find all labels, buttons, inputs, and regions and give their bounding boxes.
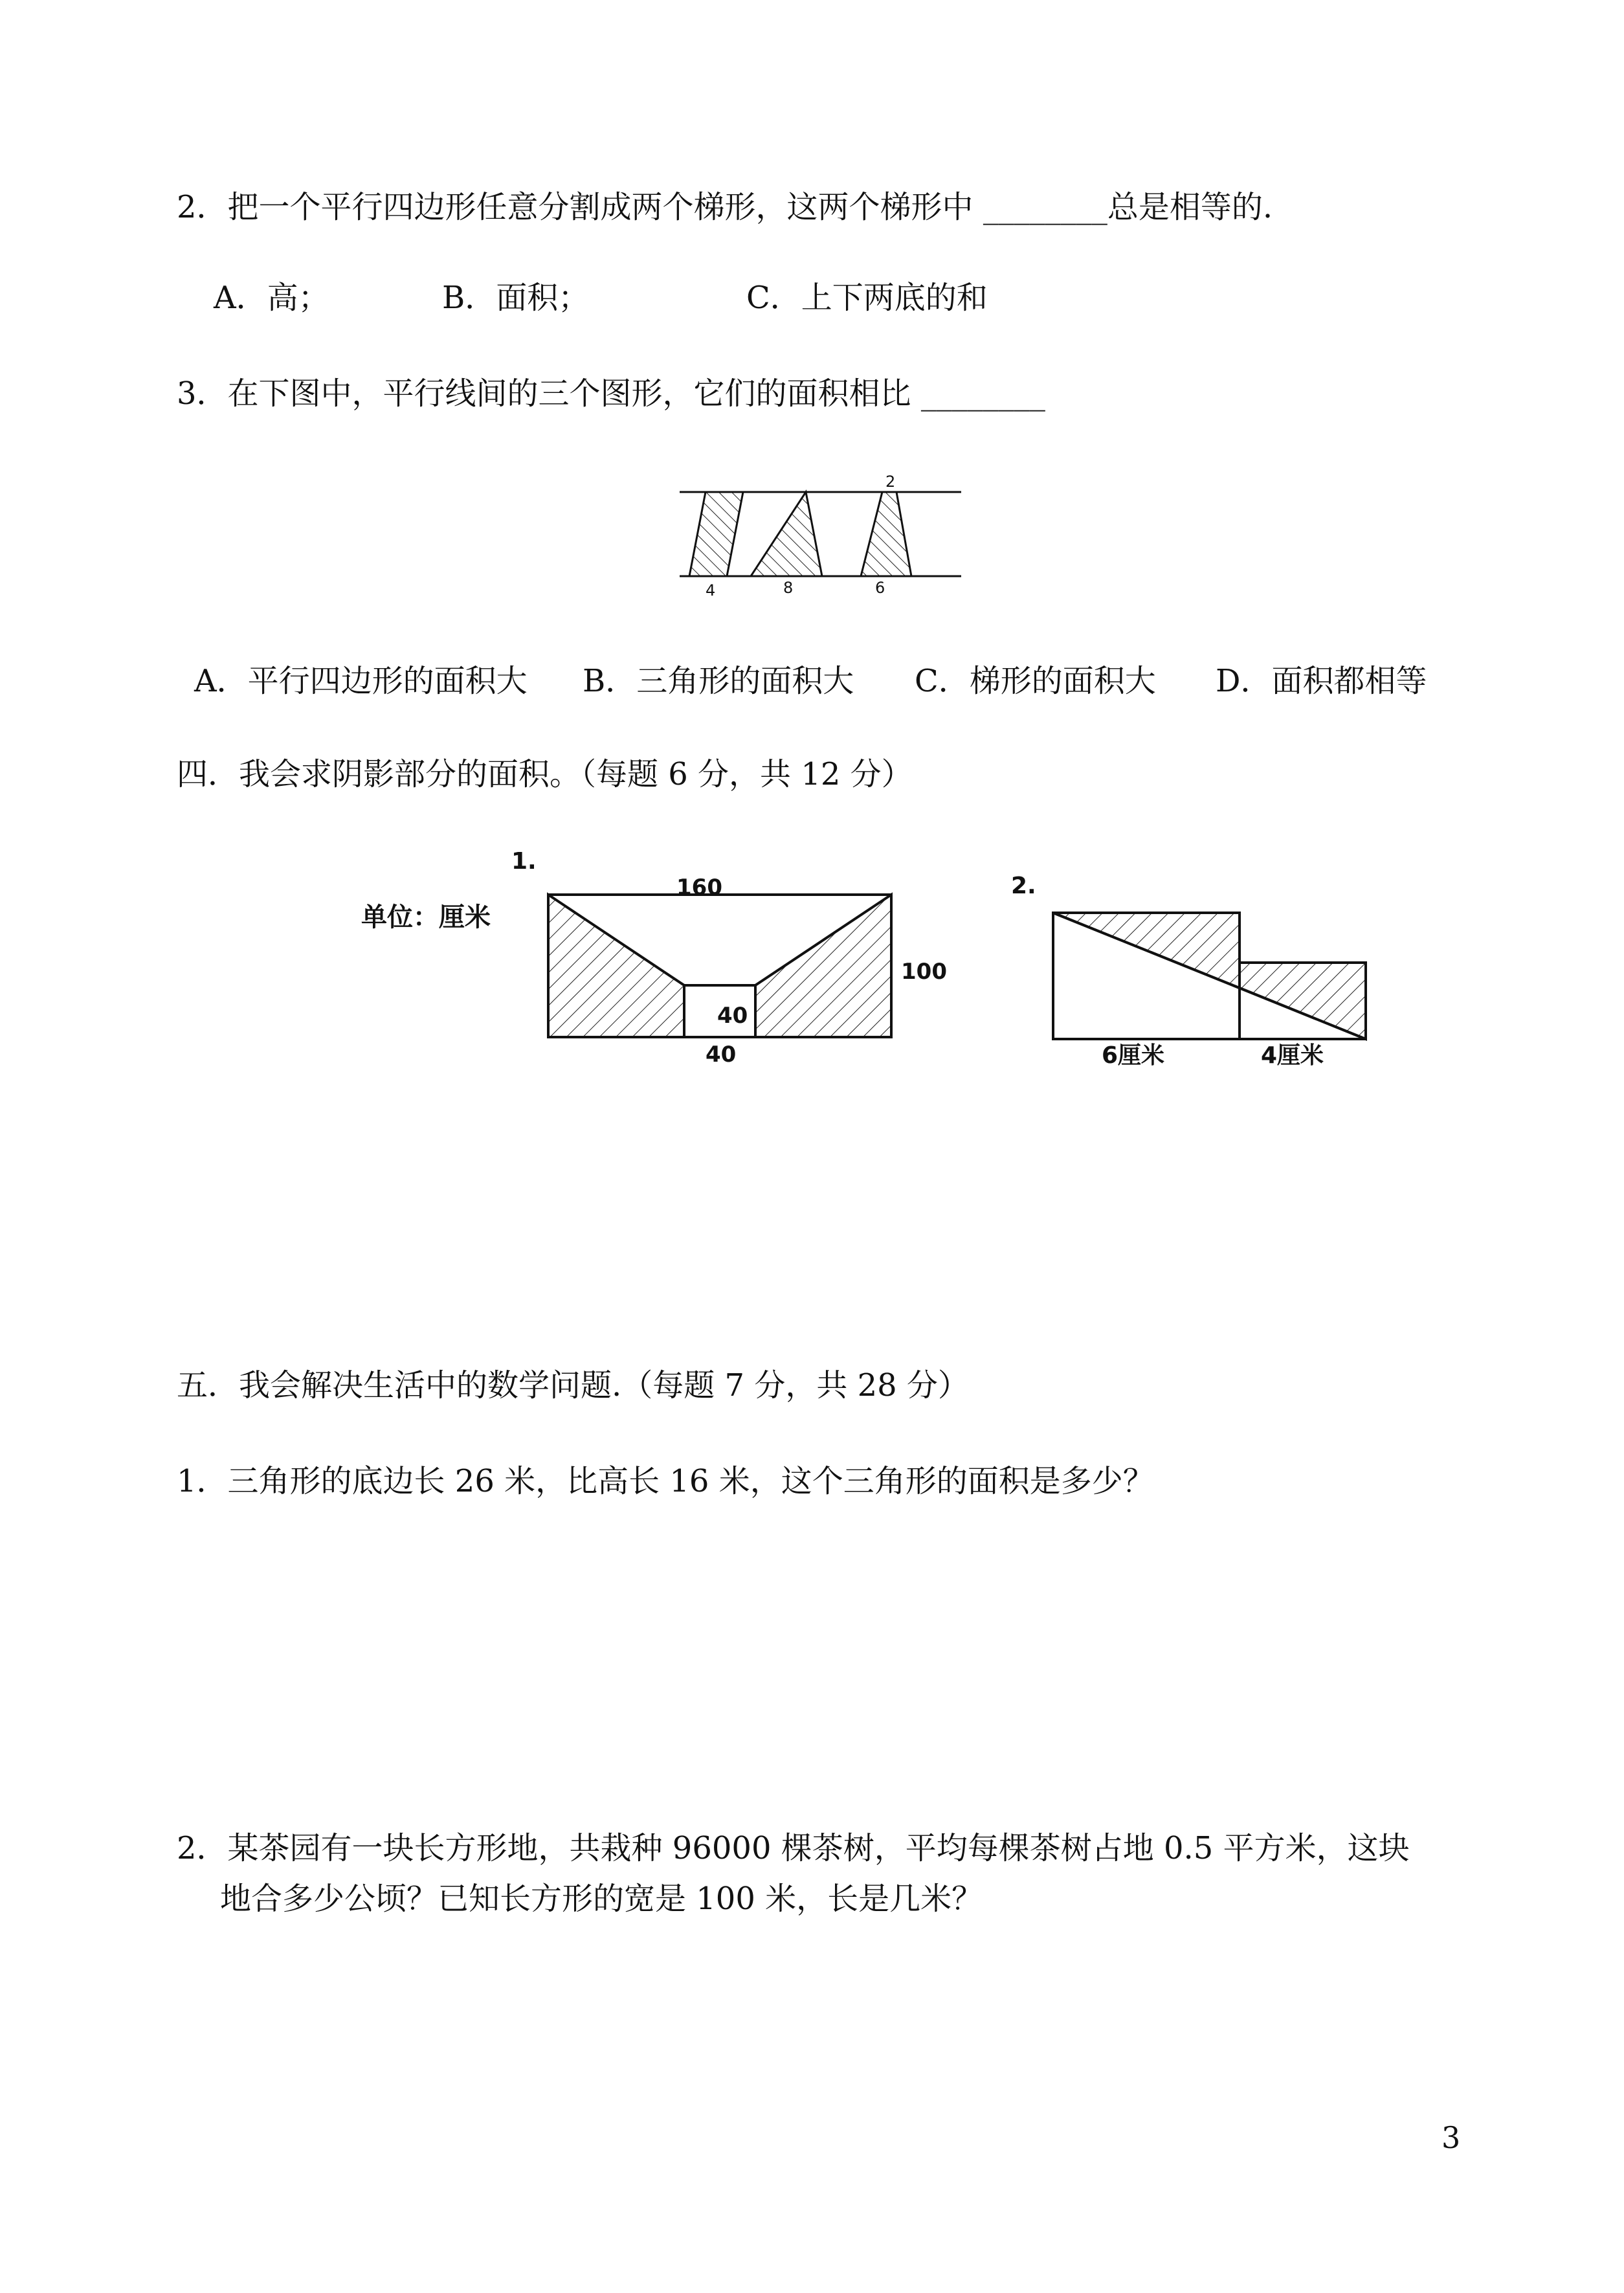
page-number: 3 bbox=[1441, 2120, 1461, 2155]
q2-stem: 2．把一个平行四边形任意分割成两个梯形，这两个梯形中 ________总是相等的. bbox=[177, 189, 1273, 225]
fig1-number: 1. bbox=[511, 848, 537, 875]
fig2-bottom-shaded bbox=[1240, 963, 1366, 1039]
fig2-left-width: 6厘米 bbox=[1102, 1042, 1165, 1069]
q3-blank: ________ bbox=[920, 375, 1045, 412]
q2-blank: ________ bbox=[983, 189, 1107, 225]
section5-problem-2-line2: 地合多少公顷？已知长方形的宽是 100 米，长是几米？ bbox=[220, 1881, 983, 1917]
section5-problem-1: 1．三角形的底边长 26 米，比高长 16 米，这个三角形的面积是多少？ bbox=[177, 1463, 1154, 1499]
label-bottom-6: 6 bbox=[875, 579, 885, 597]
fig1-bottom-label: 40 bbox=[706, 1042, 737, 1068]
q2-option-b: B．面积； bbox=[442, 280, 590, 316]
fig1-left-shaded bbox=[548, 895, 684, 1037]
shaded-trapezoid bbox=[861, 492, 911, 576]
fig1-unit: 单位：厘米 bbox=[361, 902, 491, 932]
q3-option-a: A．平行四边形的面积大 bbox=[194, 663, 528, 699]
shaded-parallelogram bbox=[689, 492, 743, 576]
fig1-right-shaded bbox=[755, 895, 891, 1037]
section4-heading: 四．我会求阴影部分的面积。（每题 6 分，共 12 分） bbox=[177, 756, 913, 792]
q3-option-d: D．面积都相等 bbox=[1216, 663, 1427, 699]
shaded-triangle bbox=[751, 492, 822, 576]
label-bottom-4: 4 bbox=[706, 581, 716, 599]
q2-option-a: A．高； bbox=[214, 280, 329, 316]
fig2-right-width: 4厘米 bbox=[1261, 1042, 1324, 1069]
q3-option-c: C．梯形的面积大 bbox=[915, 663, 1156, 699]
label-bottom-8: 8 bbox=[783, 579, 794, 597]
section5-problem-2-line1: 2．某茶园有一块长方形地，共栽种 96000 棵茶树，平均每棵茶树占地 0.5 平方米，这块 bbox=[177, 1830, 1410, 1866]
label-top-2: 2 bbox=[885, 473, 896, 491]
fig1-inner-label: 40 bbox=[717, 1003, 748, 1029]
q3-stem: 3．在下图中，平行线间的三个图形，它们的面积相比 ________ bbox=[177, 375, 1045, 412]
q2-option-c: C．上下两底的和 bbox=[746, 280, 988, 316]
fig2-number: 2. bbox=[1011, 873, 1036, 899]
shaded-area-figures bbox=[350, 842, 1398, 1075]
section5-heading: 五．我会解决生活中的数学问题.（每题 7 分，共 28 分） bbox=[177, 1367, 969, 1404]
q3-option-b: B．三角形的面积大 bbox=[583, 663, 854, 699]
fig1-top-label: 160 bbox=[676, 875, 722, 900]
fig1-right-label: 100 bbox=[901, 959, 947, 985]
parallel-lines-figure bbox=[667, 466, 977, 602]
